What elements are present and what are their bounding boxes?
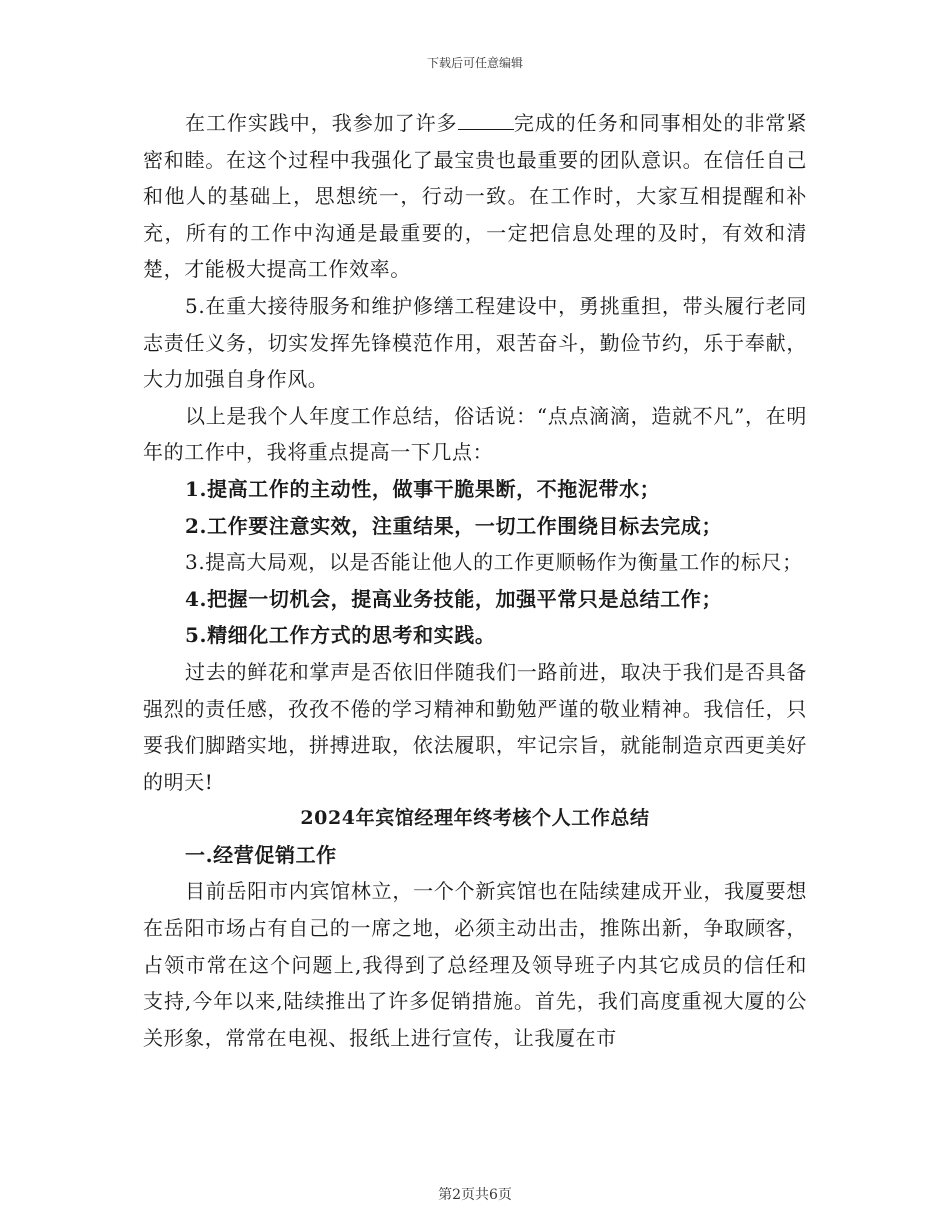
bold-list-item: 4.把握一切机会，提高业务技能，加强平常只是总结工作；	[185, 586, 723, 611]
bold-list-item: 5.精细化工作方式的思考和实践。	[185, 623, 496, 648]
document-body	[143, 105, 807, 1056]
list-item: 3.提高大局观，以是否能让他人的工作更顺畅作为衡量工作的标尺；	[185, 550, 803, 575]
page-header: 下载后可任意编辑	[426, 56, 523, 70]
paragraph-text: 完成的任务和同事相处的非常紧密和睦。在这个过程中我强化了最宝贵也最重要的团队意识。在信任自己和他人的基础上，思想统一，行动一致。在工作时，大家互相提醒和补充，所有的工作中沟通是最重要的，一定把信息处理的及时，有效和清楚，才能极大提高工作效率。	[143, 111, 807, 282]
bold-list-item: 1.提高工作的主动性，做事干脆果断，不拖泥带水；	[185, 476, 661, 501]
paragraph: 5.在重大接待服务和维护修缮工程建设中，勇挑重担，带头履行老同志责任义务，切实发挥先锋模范作用，艰苦奋斗，勤俭节约，乐于奉献，大力加强自身作风。	[143, 293, 807, 392]
paragraph	[143, 105, 807, 288]
section-title: 2024年宾馆经理年终考核个人工作总结	[300, 807, 650, 830]
paragraph: 过去的鲜花和掌声是否依旧伴随我们一路前进，取决于我们是否具备强烈的责任感，孜孜不倦的学习精神和勤勉严谨的敬业精神。我信任，只要我们脚踏实地，拼搏进取，依法履职，牢记宗旨，就能制造京西更美好的明天!	[143, 659, 807, 794]
bold-list-item: 2.工作要注意实效，注重结果，一切工作围绕目标去完成；	[185, 513, 723, 538]
paragraph: 目前岳阳市内宾馆林立，一个个新宾馆也在陆续建成开业，我厦要想在岳阳市场占有自己的一席之地，必须主动出击，推陈出新，争取顾客，占领市常在这个问题上,我得到了总经理及领导班子内其它成员的信任和支持,今年以来,陆续推出了许多促销措施。首先，我们高度重视大厦的公关形象，常常在电视、报纸上进行宣传，让我厦在市	[143, 879, 807, 1050]
fill-blank	[458, 111, 514, 130]
paragraph: 以上是我个人年度工作总结，俗话说：“点点滴滴，造就不凡”，在明年的工作中，我将重点提高一下几点：	[143, 403, 807, 465]
page-footer: 第2页共6页	[438, 1187, 512, 1203]
paragraph-text: 在工作实践中，我参加了许多	[185, 111, 458, 135]
section-heading: 一.经营促销工作	[185, 842, 337, 867]
